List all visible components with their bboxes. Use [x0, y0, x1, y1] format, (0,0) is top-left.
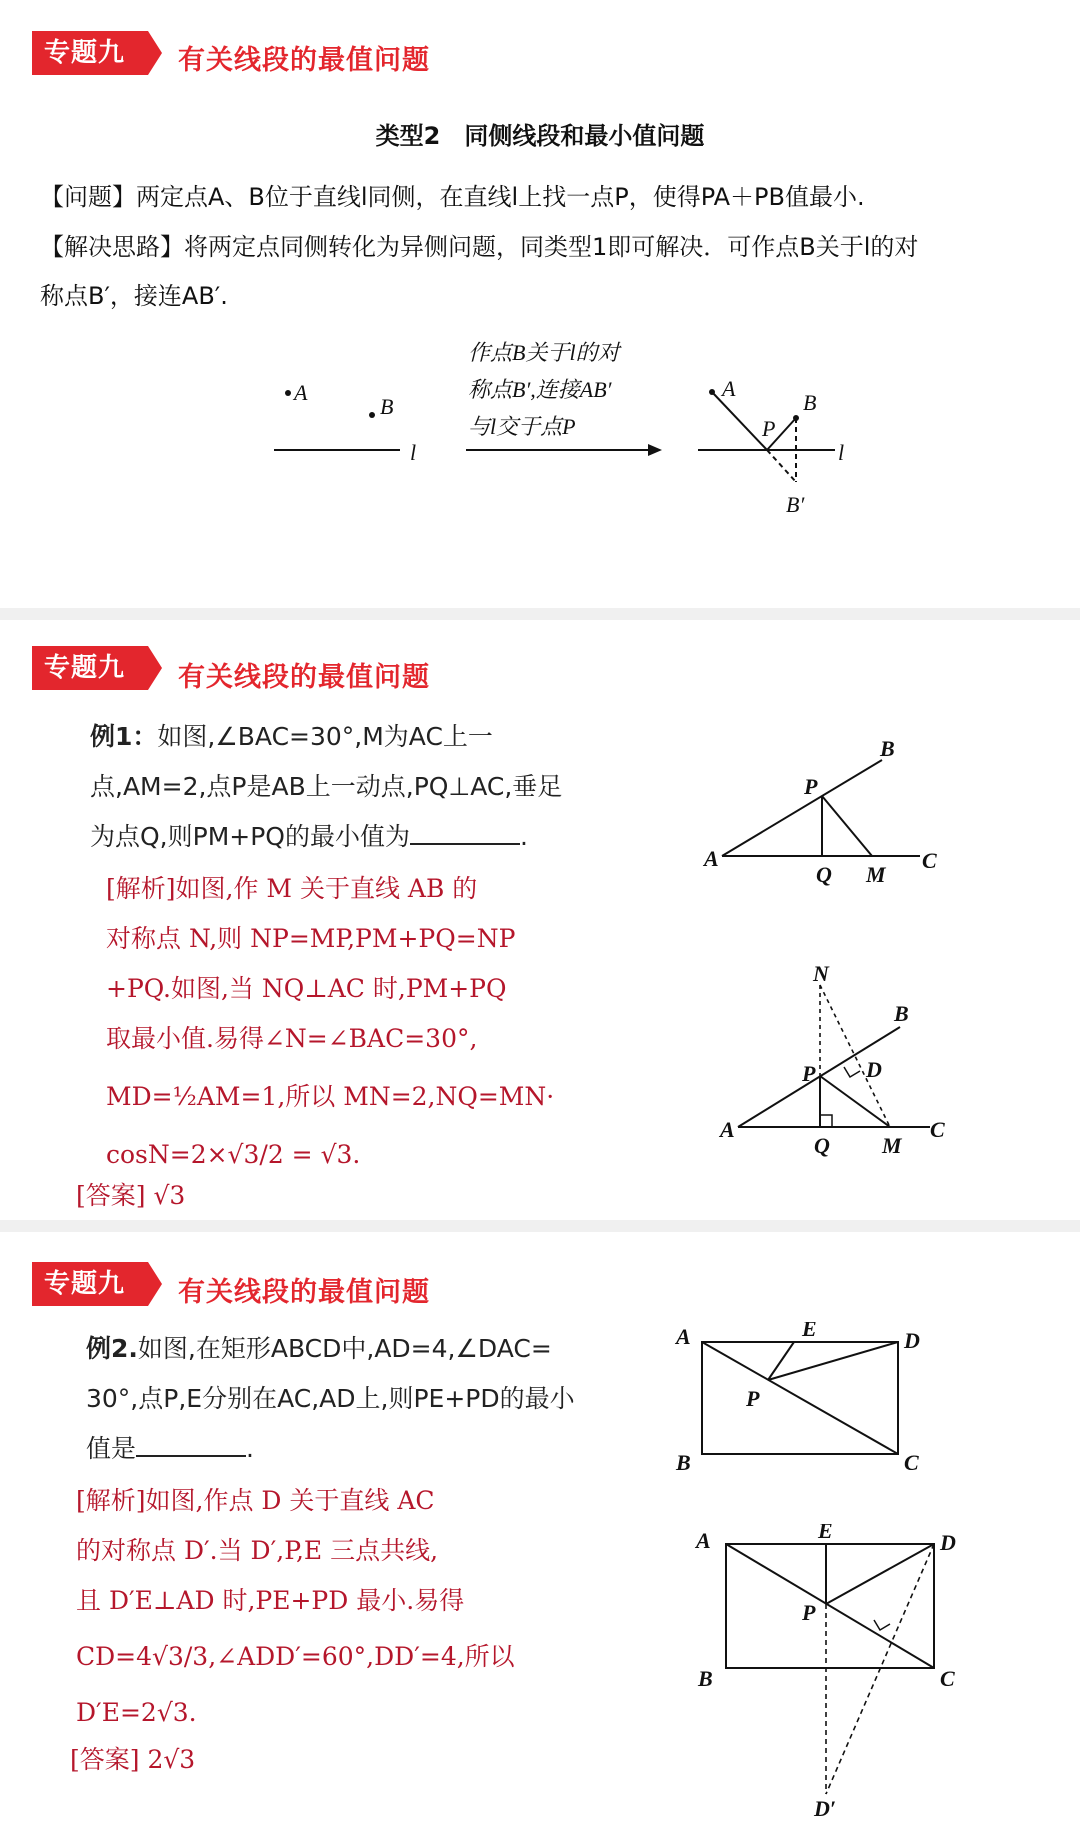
solution-line-6: cosN=2×√3/2 = √3.	[106, 1140, 361, 1169]
answer-blank	[410, 821, 520, 845]
example-1-solution	[106, 864, 626, 1180]
label-d: D	[866, 1057, 882, 1082]
label-q: Q	[816, 862, 832, 887]
segment-pd	[768, 1342, 898, 1380]
label-p: P	[804, 774, 818, 799]
example-2-text	[86, 1324, 646, 1474]
segment-pd-2	[826, 1544, 934, 1604]
label-l-right: l	[838, 440, 845, 465]
solution-line-1: [解析]如图,作点 D 关于直线 AC	[76, 1486, 435, 1515]
topic-tag	[32, 1262, 162, 1306]
diagonal-ac-2	[726, 1544, 934, 1668]
section-title: 有关线段的最值问题	[178, 45, 430, 76]
label-a: A	[676, 1324, 691, 1349]
separator-2	[0, 1220, 1080, 1232]
example-2-lead: 例2.	[86, 1334, 138, 1363]
right-angle-q	[820, 1115, 832, 1127]
label-m: M	[866, 862, 886, 887]
example-2-figure-1	[666, 1322, 966, 1492]
idea-line1: 将两定点同侧转化为异侧问题，同类型1即可解决．可作点B关于l的对	[184, 233, 919, 261]
solution-line-3: 且 D′E⊥AD 时,PE+PD 最小.易得	[76, 1586, 465, 1615]
section-title: 有关线段的最值问题	[178, 662, 430, 693]
solution-line-5: D′E=2√3.	[76, 1698, 197, 1727]
label-d-prime: D′	[814, 1796, 837, 1821]
problem-text: 两定点A、B位于直线l同侧，在直线l上找一点P，使得PA＋PB值最小.	[136, 183, 865, 211]
label-c: C	[922, 848, 937, 873]
label-l-left: l	[410, 440, 417, 465]
example-1-answer: [答案] √3	[76, 1181, 186, 1210]
label-a: A	[704, 846, 719, 871]
arrow-head-icon	[648, 444, 662, 456]
segment-ab-prime	[712, 392, 767, 450]
example-2-figure-2	[686, 1524, 1006, 1824]
label-p: P	[746, 1386, 760, 1411]
label-d: D	[904, 1328, 920, 1353]
label-c: C	[904, 1450, 919, 1475]
label-a-2: A	[696, 1528, 711, 1553]
tag-label: 专题九	[44, 1269, 126, 1299]
example-2-line3-end: .	[246, 1434, 254, 1463]
problem-label: 【问题】	[40, 183, 136, 211]
example-1-figure-2	[710, 965, 1030, 1165]
label-b-left: B	[380, 394, 394, 419]
idea-paragraph	[40, 223, 1050, 271]
label-p-2: P	[802, 1061, 816, 1086]
solution-line-5: MD=½AM=1,所以 MN=2,NQ=MN·	[106, 1082, 555, 1111]
label-e: E	[802, 1322, 817, 1341]
solution-line-2: 对称点 N,则 NP=MP,PM+PQ=NP	[106, 924, 516, 953]
example-2-answer: [答案] 2√3	[70, 1745, 196, 1774]
label-d-2: D	[940, 1530, 956, 1555]
example-2-line2: 30°,点P,E分别在AC,AD上,则PE+PD的最小	[86, 1384, 575, 1413]
panel-type2	[0, 0, 1080, 608]
problem-paragraph	[40, 173, 1050, 221]
point-b-left	[369, 412, 375, 418]
label-b-2: B	[894, 1001, 909, 1026]
example-1-figure-1	[700, 728, 1020, 898]
segment-nm	[820, 985, 890, 1127]
label-m-2: M	[882, 1133, 902, 1158]
label-p-right: P	[762, 416, 776, 441]
example-2-line1: 如图,在矩形ABCD中,AD=4,∠DAC=	[137, 1334, 552, 1363]
topic-tag	[32, 646, 162, 690]
right-angle-d	[844, 1067, 860, 1077]
example-1-line2: 点,AM=2,点P是AB上一动点,PQ⊥AC,垂足	[90, 772, 563, 801]
topic-tag	[32, 31, 162, 75]
segment-pm	[822, 796, 872, 856]
label-p-2: P	[802, 1600, 816, 1625]
label-c-2: C	[940, 1666, 955, 1691]
ray-ab	[722, 760, 882, 856]
example-1-text	[90, 712, 650, 862]
example-1-line1: 如图,∠BAC=30°,M为AC上一	[157, 722, 493, 751]
section-title: 有关线段的最值问题	[178, 1277, 430, 1308]
solution-line-1: [解析]如图,作 M 关于直线 AB 的	[106, 874, 478, 903]
point-a-left	[285, 390, 291, 396]
label-c-2: C	[930, 1117, 945, 1142]
arrow-text-2: 称点B′,连接AB′	[468, 377, 612, 402]
label-b-2: B	[698, 1666, 713, 1691]
label-e-2: E	[818, 1524, 833, 1543]
label-a-left: A	[294, 380, 308, 405]
solution-line-4: 取最小值.易得∠N=∠BAC=30°,	[106, 1024, 478, 1053]
example-1-line3-end: .	[519, 822, 528, 851]
answer-blank	[136, 1433, 246, 1457]
tag-label: 专题九	[44, 38, 126, 68]
example-1-lead: 例1：	[90, 722, 158, 751]
segment-p-b-prime	[767, 450, 796, 482]
panel-example-1	[0, 620, 1080, 1220]
label-n: N	[813, 965, 829, 986]
arrow-text-1: 作点B关于l的对	[468, 340, 620, 365]
separator-1	[0, 608, 1080, 620]
label-b-right: B	[803, 390, 817, 415]
label-a-right: A	[722, 376, 736, 401]
idea-line2: 称点B′，接连AB′.	[40, 282, 228, 310]
panel-example-2	[0, 1232, 1080, 1836]
example-1-line3: 为点Q,则PM+PQ的最小值为	[90, 822, 410, 851]
example-2-line3: 值是	[86, 1434, 137, 1463]
label-q-2: Q	[814, 1133, 830, 1158]
solution-line-4: CD=4√3/3,∠ADD′=60°,DD′=4,所以	[76, 1642, 515, 1671]
tag-label: 专题九	[44, 653, 126, 683]
solution-line-2: 的对称点 D′.当 D′,P,E 三点共线,	[76, 1536, 439, 1565]
reflection-figure	[0, 330, 1080, 530]
idea-label: 【解决思路】	[40, 233, 184, 261]
solution-line-3: +PQ.如图,当 NQ⊥AC 时,PM+PQ	[106, 974, 507, 1003]
label-b: B	[880, 736, 895, 761]
point-b-right	[793, 415, 799, 421]
arrow-text-3: 与l交于点P	[468, 414, 576, 439]
label-a-2: A	[720, 1117, 735, 1142]
example-2-solution	[76, 1476, 536, 1738]
right-angle-mark	[874, 1620, 890, 1630]
diagonal-ac	[702, 1342, 898, 1454]
label-b-prime: B′	[786, 492, 805, 517]
label-b: B	[676, 1450, 691, 1475]
segment-pm-2	[820, 1076, 890, 1127]
type-subtitle: 类型2 同侧线段和最小值问题	[375, 122, 705, 150]
